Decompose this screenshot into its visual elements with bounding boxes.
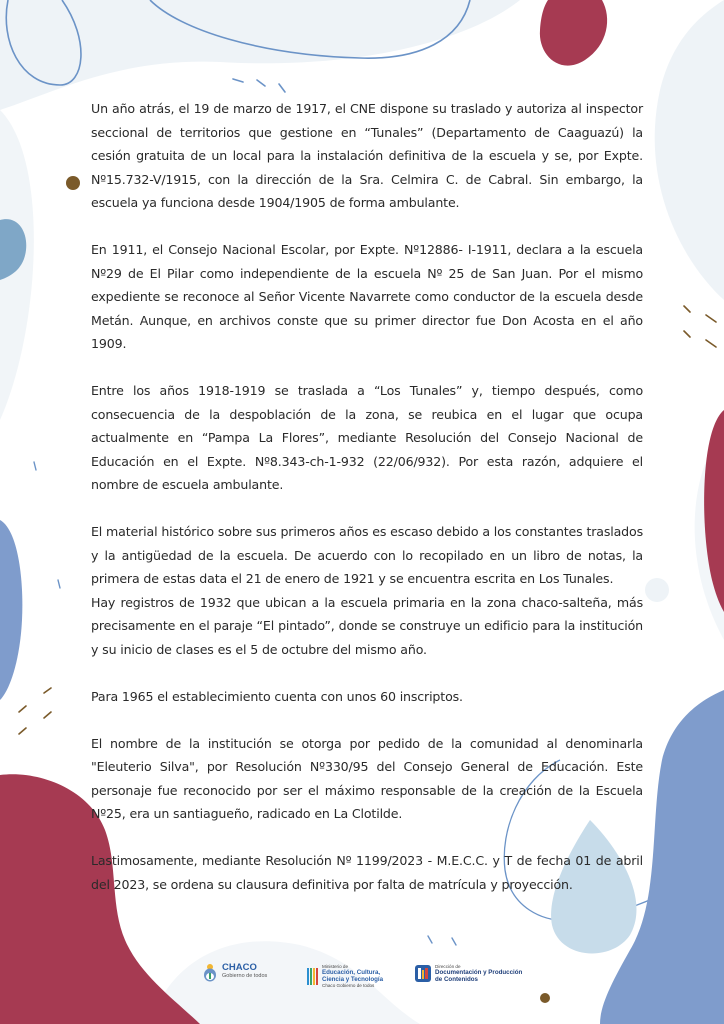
pale-blob-right-top (655, 0, 724, 300)
ministry-bar (307, 968, 309, 985)
ministry-bar (313, 968, 315, 985)
ministry-name-line2: Ciencia y Tecnología (322, 975, 384, 983)
paragraph-5: Hay registros de 1932 que ubican a la escuela primaria en la zona chaco-salteña, más precisamente en el paraje “El pintado”, donde se construye un edificio para la institución y su inicio de clases es el 5 de octubre del mismo año. (91, 594, 643, 657)
chaco-logo (203, 962, 267, 982)
ministry-logo (307, 964, 383, 990)
dash-marks-left (19, 688, 51, 734)
documentation-emblem-icon (415, 965, 431, 982)
paragraph-1: Un año atrás, el 19 de marzo de 1917, el CNE dispone su traslado y autoriza al inspector seccional de territorios que gestione en “Tunales” (Departamento de Caaguazú) la cesión gratuita de un local para la instalación definitiva de la escuela y se, por Expte. Nº15.732-V/1915, con la dirección de la Sra. Celmira C. de Cabral. Sin embargo, la escuela ya funciona desde 1904/1905 de forma ambulante. (91, 101, 643, 210)
chaco-tagline: Gobierno de todos (222, 973, 268, 979)
chaco-name: CHACO (222, 962, 257, 973)
ministry-sub: Chaco Gobierno de todos (322, 983, 375, 989)
paragraph-2: En 1911, el Consejo Nacional Escolar, por Expte. Nº12886- I-1911, declara a la escuela Nº29 de El Pilar como independiente de la escuela Nº 25 de San Juan. Por el mismo expediente se reconoce al Señor Vicente Navarrete como conductor de la escuela desde Metán. Aunque, en archivos conste que su primer director fue Don Acosta en el año 1909. (91, 242, 643, 351)
paragraph-4: El material histórico sobre sus primeros años es escaso debido a los constantes traslados y la antigüedad de la escuela. De acuerdo con lo recopilado en un libro de notas, la primera de estas data el 21 de enero de 1921 y se encuentra escrita en Los Tunales. (91, 524, 643, 586)
documentation-name-line2: de Contenidos (435, 975, 478, 983)
document-body (91, 97, 643, 920)
ministry-pre: Ministerio de (322, 964, 349, 969)
ministry-bars-icon (307, 968, 318, 985)
ministry-bar (316, 968, 318, 985)
ministry-bar (310, 968, 312, 985)
documentation-pre: Dirección de (435, 964, 461, 969)
blue-blob-left-mid (0, 520, 22, 700)
chaco-emblem-icon (203, 962, 217, 982)
brown-dot-left (66, 176, 80, 190)
brown-dot-bottom (540, 993, 550, 1003)
paragraph-8: Lastimosamente, mediante Resolución Nº 1199/2023 - M.E.C.C. y T de fecha 01 de abril del 2023, se ordena su clausura definitiva por falta de matrícula y proyección. (91, 853, 643, 892)
dash-marks-right (684, 306, 716, 347)
pale-dot-right (645, 578, 669, 602)
pale-blob-top-left (0, 0, 520, 110)
paragraph-6: Para 1965 el establecimiento cuenta con unos 60 inscriptos. (91, 688, 463, 704)
footer-logos (0, 958, 724, 990)
paragraph-3: Entre los años 1918-1919 se traslada a “Los Tunales” y, tiempo después, como consecuencia de la despoblación de la zona, se reubica en el lugar que ocupa actualmente en “Pampa La Flores”, mediante Resolución del Consejo Nacional de Educación en el Expte. Nº8.343-ch-1-932 (22/06/932). Por esta razón, adquiere el nombre de escuela ambulante. (91, 383, 643, 492)
maroon-blob-top-right (540, 0, 607, 66)
documentation-logo (415, 964, 522, 983)
dash-marks-top (233, 79, 285, 92)
documentation-name-line1: Documentación y Producción (435, 969, 523, 977)
ministry-name-line1: Educación, Cultura, (322, 969, 381, 977)
paragraph-7: El nombre de la institución se otorga por pedido de la comunidad al denominarla "Eleuterio Silva", por Resolución Nº330/95 del Consejo General de Educación. Este personaje fue reconocido por ser el máximo responsable de la creación de la Escuela Nº25, era un santiagueño, radicado en La Clotilde. (91, 735, 643, 821)
